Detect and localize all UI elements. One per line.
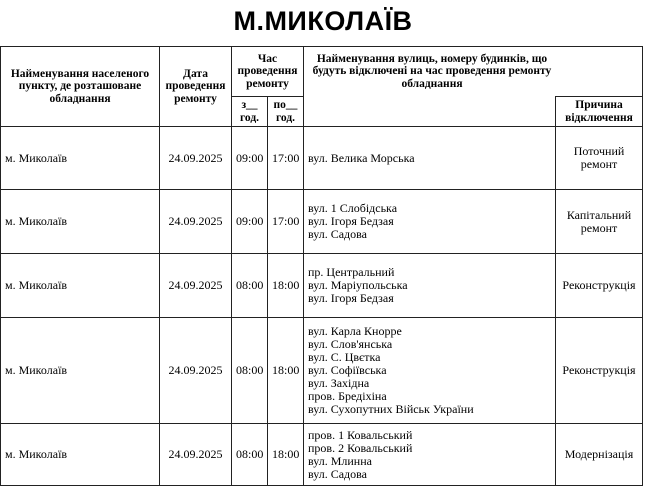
date-cell: 24.09.2025: [160, 127, 232, 190]
streets-cell: [304, 318, 556, 424]
street-item: вул. Софіївська: [308, 363, 387, 377]
settlement-cell: м. Миколаїв: [1, 127, 160, 190]
street-item: вул. Садова: [308, 227, 367, 241]
reason-cell: Модернізація: [556, 424, 643, 486]
time-from-cell: 09:00: [232, 127, 268, 190]
table-row: [1, 318, 643, 424]
street-item: вул. Ігоря Бедзая: [308, 214, 394, 228]
street-item: вул. 1 Слобідська: [308, 201, 398, 215]
street-item: вул. Садова: [308, 466, 367, 481]
settlement-cell: м. Миколаїв: [1, 254, 160, 318]
header-time-to: по__ год.: [268, 97, 304, 127]
reason-cell: Реконструкція: [556, 254, 643, 318]
street-item: вул. Слов'янська: [308, 337, 393, 351]
streets-cell: [304, 254, 556, 318]
street-item: вул. Сухопутних Військ України: [308, 402, 474, 416]
outage-schedule-table: [0, 46, 643, 486]
reason-cell: Реконструкція: [556, 318, 643, 424]
reason-cell: Поточний ремонт: [556, 127, 643, 190]
header-date: Дата проведення ремонту: [160, 47, 232, 127]
street-item: пров. 1 Ковальський: [308, 427, 413, 442]
table-row: [1, 424, 643, 486]
street-item: пров. 2 Ковальський: [308, 440, 413, 455]
street-item: вул. Велика Морська: [308, 150, 415, 165]
settlement-cell: м. Миколаїв: [1, 424, 160, 486]
street-item: пр. Центральний: [308, 265, 395, 279]
time-to-cell: 18:00: [268, 254, 304, 318]
time-to-cell: 17:00: [268, 127, 304, 190]
street-item: вул. С. Цвєтка: [308, 350, 381, 364]
table-row: [1, 190, 643, 254]
time-to-cell: 18:00: [268, 318, 304, 424]
table-row: [1, 127, 643, 190]
time-to-cell: 18:00: [268, 424, 304, 486]
header-streets-spacer: [304, 97, 556, 127]
table-row: [1, 254, 643, 318]
street-item: вул. Західна: [308, 376, 370, 390]
header-reason: Причина відключення: [556, 97, 643, 127]
header-settlement: Найменування населеного пункту, де розташоване обладнання: [1, 47, 160, 127]
street-item: пров. Бредіхіна: [308, 389, 387, 403]
street-item: вул. Маріупольська: [308, 278, 408, 292]
time-from-cell: 08:00: [232, 318, 268, 424]
header-time-from: з__ год.: [232, 97, 268, 127]
time-from-cell: 09:00: [232, 190, 268, 254]
street-item: вул. Ігоря Бедзая: [308, 291, 394, 305]
header-streets: Найменування вулиць, номеру будинків, що будуть відключені на час проведення ремонту обладнання: [304, 47, 643, 97]
streets-cell: [304, 127, 556, 190]
streets-cell: [304, 424, 556, 486]
time-to-cell: 17:00: [268, 190, 304, 254]
time-from-cell: 08:00: [232, 254, 268, 318]
date-cell: 24.09.2025: [160, 424, 232, 486]
streets-cell: [304, 190, 556, 254]
date-cell: 24.09.2025: [160, 318, 232, 424]
settlement-cell: м. Миколаїв: [1, 190, 160, 254]
date-cell: 24.09.2025: [160, 190, 232, 254]
street-item: вул. Карла Кнорре: [308, 324, 402, 338]
reason-cell: Капітальний ремонт: [556, 190, 643, 254]
header-time-group: Час проведення ремонту: [232, 47, 304, 97]
page-title: М.МИКОЛАЇВ: [233, 6, 413, 36]
time-from-cell: 08:00: [232, 424, 268, 486]
street-item: вул. Млинна: [308, 453, 372, 468]
settlement-cell: м. Миколаїв: [1, 318, 160, 424]
date-cell: 24.09.2025: [160, 254, 232, 318]
